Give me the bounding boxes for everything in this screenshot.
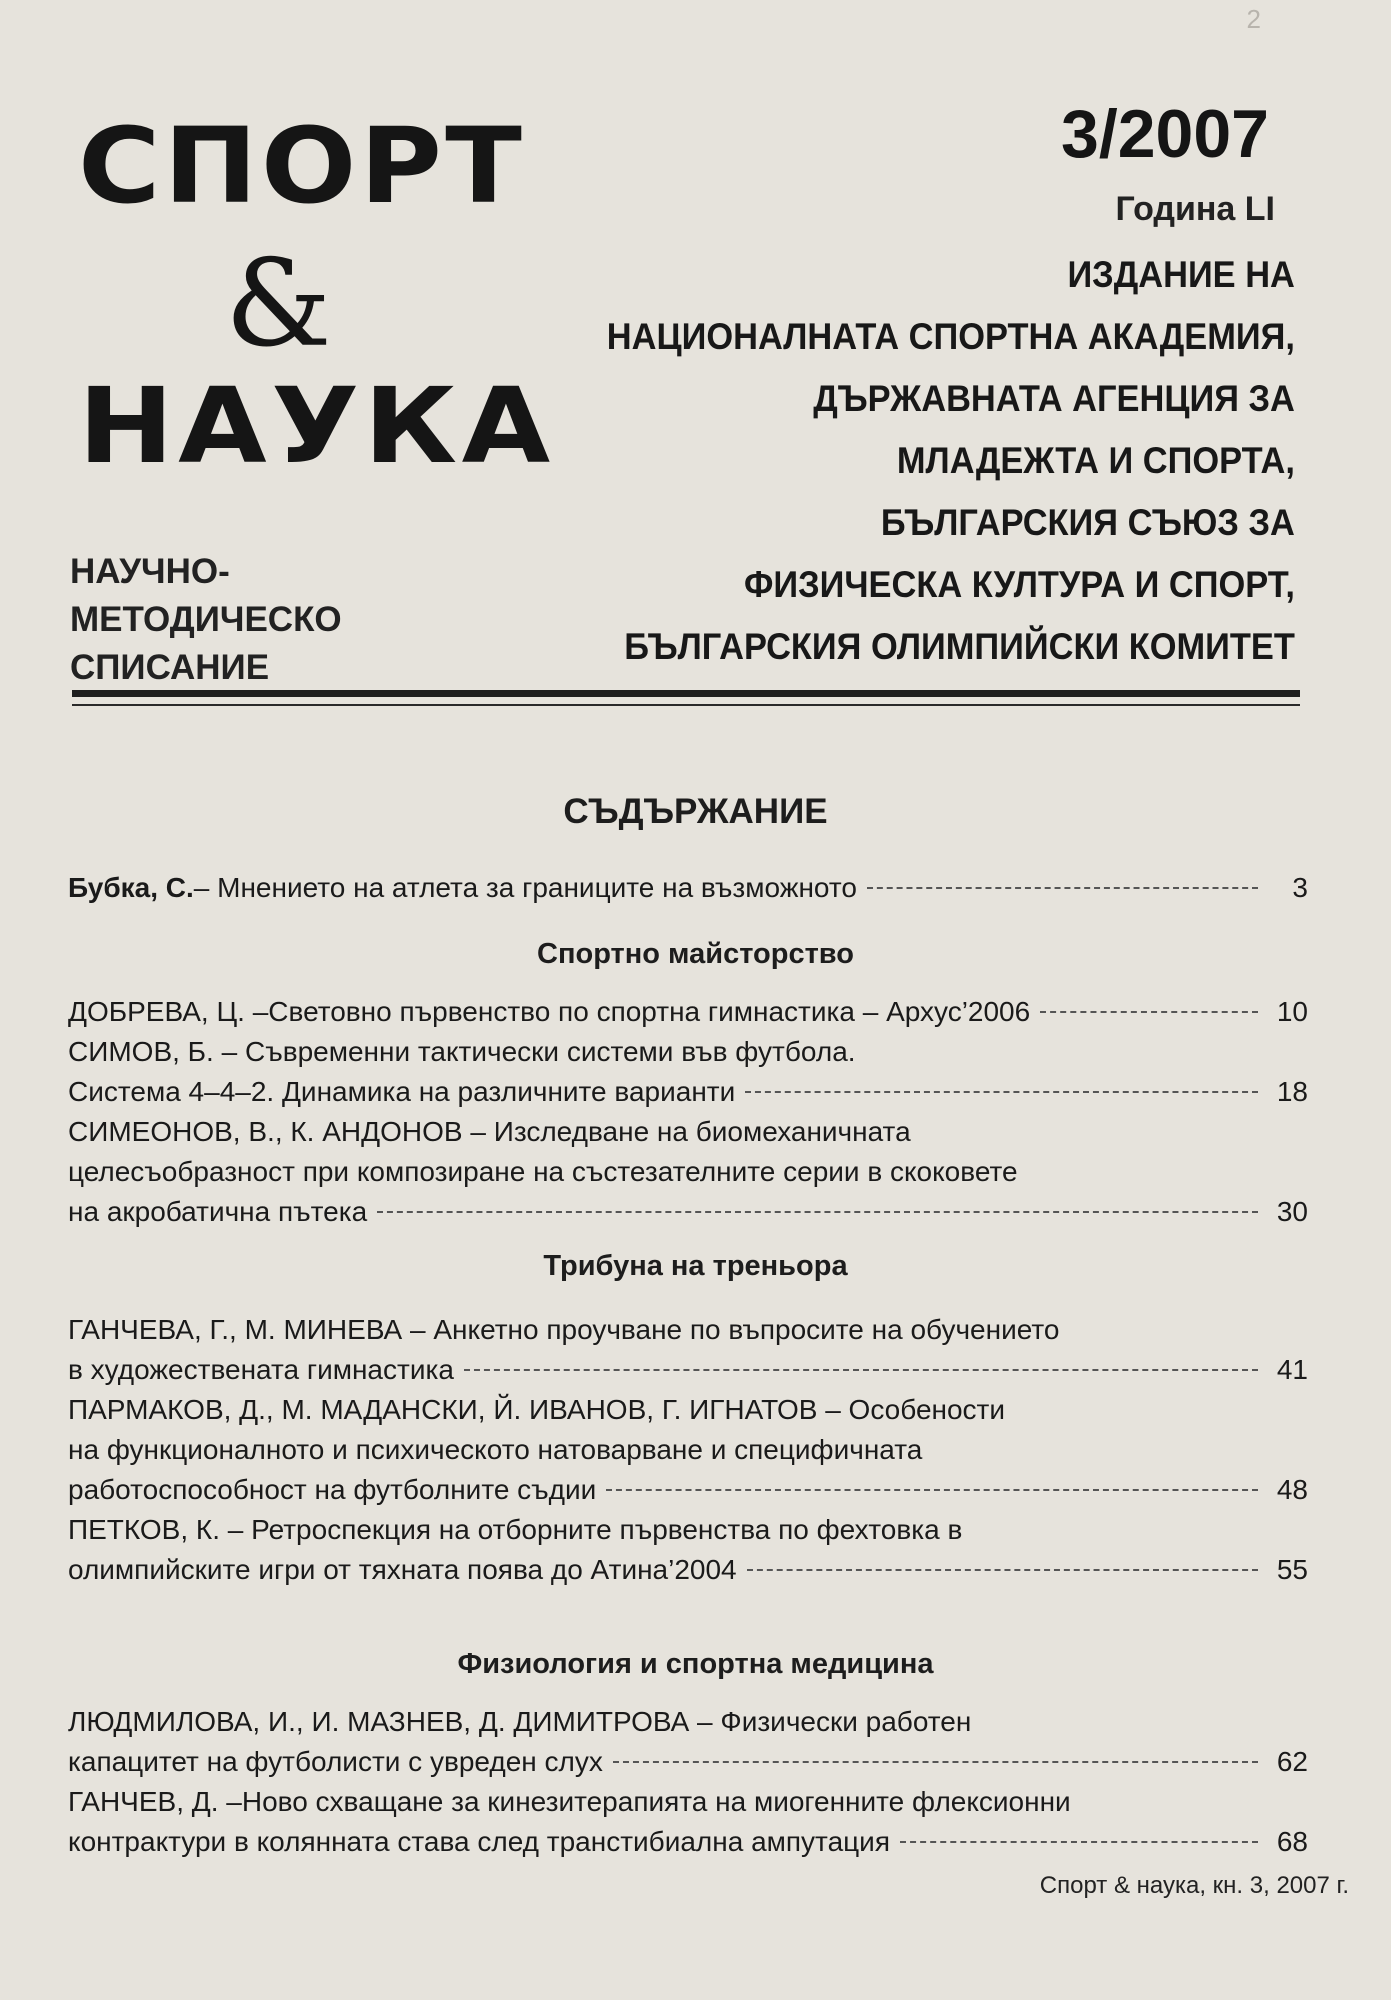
entry-line: капацитет на футболисти с увреден слух: [68, 1746, 603, 1777]
toc-entry: [68, 1782, 1308, 1862]
toc-entry: [68, 1112, 1308, 1232]
entry-page: 62: [1276, 1746, 1308, 1777]
publisher-block: [607, 244, 1295, 678]
toc-entry: [68, 868, 1308, 908]
volume-year: Година LI: [1115, 190, 1275, 228]
publisher-line: БЪЛГАРСКИЯ ОЛИМПИЙСКИ КОМИТЕТ: [624, 626, 1295, 667]
toc-entry: [68, 1310, 1308, 1390]
subtitle-line: НАУЧНО-: [70, 552, 230, 591]
journal-subtitle: [70, 548, 342, 692]
page-mark: 2: [1246, 4, 1261, 34]
subtitle-line: СПИСАНИЕ: [70, 648, 270, 687]
entry-line: на функционалното и психическото натоварване и специфичната: [68, 1434, 923, 1465]
entry-line: олимпийските игри от тяхната поява до Атина’2004: [68, 1554, 737, 1585]
entry-page: 3: [1292, 872, 1308, 903]
entry-line: ДОБРЕВА, Ц. –Световно първенство по спортна гимнастика – Архус’2006: [68, 996, 1031, 1027]
section-heading: Физиология и спортна медицина: [457, 1648, 934, 1680]
entry-line: ГАНЧЕВА, Г., М. МИНЕВА – Анкетно проучване по въпросите на обучението: [68, 1314, 1060, 1345]
masthead-title-top: СПОРТ: [78, 105, 526, 227]
toc-entry: [68, 1032, 1308, 1112]
toc-entry: [68, 1510, 1308, 1590]
dot-leader: [613, 1761, 1258, 1763]
publisher-line: ДЪРЖАВНАТА АГЕНЦИЯ ЗА: [813, 378, 1295, 419]
publisher-line: МЛАДЕЖТА И СПОРТА,: [896, 440, 1295, 481]
page-footer: Спорт & наука, кн. 3, 2007 г.: [1039, 1872, 1349, 1899]
entry-line: на акробатична пътека: [68, 1196, 368, 1227]
entry-line: работоспособност на футболните съдии: [68, 1474, 597, 1505]
entry-page: 55: [1276, 1554, 1308, 1585]
entry-line: ПАРМАКОВ, Д., М. МАДАНСКИ, Й. ИВАНОВ, Г. ИГНАТОВ – Особености: [68, 1394, 1006, 1425]
publisher-line: БЪЛГАРСКИЯ СЪЮЗ ЗА: [881, 502, 1295, 543]
toc-entry: [68, 1390, 1308, 1510]
entry-page: 68: [1276, 1826, 1308, 1857]
entry-line: в художествената гимнастика: [68, 1354, 454, 1385]
toc-entry: [68, 992, 1308, 1032]
publisher-line: НАЦИОНАЛНАТА СПОРТНА АКАДЕМИЯ,: [606, 316, 1295, 357]
header-divider-thick: [72, 690, 1300, 697]
entry-page: 48: [1276, 1474, 1308, 1505]
section-heading: Спортно майсторство: [537, 938, 854, 970]
header-divider-thin: [72, 704, 1300, 706]
subtitle-line: МЕТОДИЧЕСКО: [70, 600, 342, 639]
entry-line: СИМЕОНОВ, В., К. АНДОНОВ – Изследване на биомеханичната: [68, 1116, 911, 1147]
dot-leader: [900, 1841, 1258, 1843]
toc-entry: [68, 1702, 1308, 1782]
dot-leader: [606, 1489, 1258, 1491]
dot-leader: [1040, 1011, 1258, 1013]
dot-leader: [745, 1091, 1258, 1093]
masthead-title-bottom: НАУКА: [78, 365, 555, 487]
publisher-line: ИЗДАНИЕ НА: [1067, 254, 1295, 295]
entry-line: ПЕТКОВ, К. – Ретроспекция на отборните първенства по фехтовка в: [68, 1514, 963, 1545]
entry-page: 30: [1276, 1196, 1308, 1227]
entry-page: 18: [1276, 1076, 1308, 1107]
dot-leader: [464, 1369, 1258, 1371]
entry-line: СИМОВ, Б. – Съвременни тактически системи във футбола.: [68, 1036, 856, 1067]
entry-line: ГАНЧЕВ, Д. –Ново схващане за кинезитерапията на миогенните флексионни: [68, 1786, 1071, 1817]
masthead-ampersand: &: [225, 235, 332, 374]
entry-line: контрактури в колянната става след транстибиална ампутация: [68, 1826, 890, 1857]
entry-line: целесъобразност при композиране на състезателните серии в скоковете: [68, 1156, 1018, 1187]
dot-leader: [747, 1569, 1258, 1571]
issue-number: 3/2007: [1061, 96, 1269, 172]
entry-page: 41: [1276, 1354, 1308, 1385]
entry-line: Система 4–4–2. Динамика на различните варианти: [68, 1076, 736, 1107]
entry-page: 10: [1276, 996, 1308, 1027]
entry-author: Бубка, С.: [68, 872, 194, 903]
entry-line: ЛЮДМИЛОВА, И., И. МАЗНЕВ, Д. ДИМИТРОВА – Физически работен: [68, 1706, 972, 1737]
toc-title: СЪДЪРЖАНИЕ: [563, 792, 828, 831]
dot-leader: [867, 887, 1258, 889]
section-heading: Трибуна на треньора: [543, 1250, 848, 1282]
dot-leader: [377, 1211, 1258, 1213]
publisher-line: ФИЗИЧЕСКА КУЛТУРА И СПОРТ,: [744, 564, 1295, 605]
entry-text: – Мнението на атлета за границите на възможното: [193, 872, 857, 903]
